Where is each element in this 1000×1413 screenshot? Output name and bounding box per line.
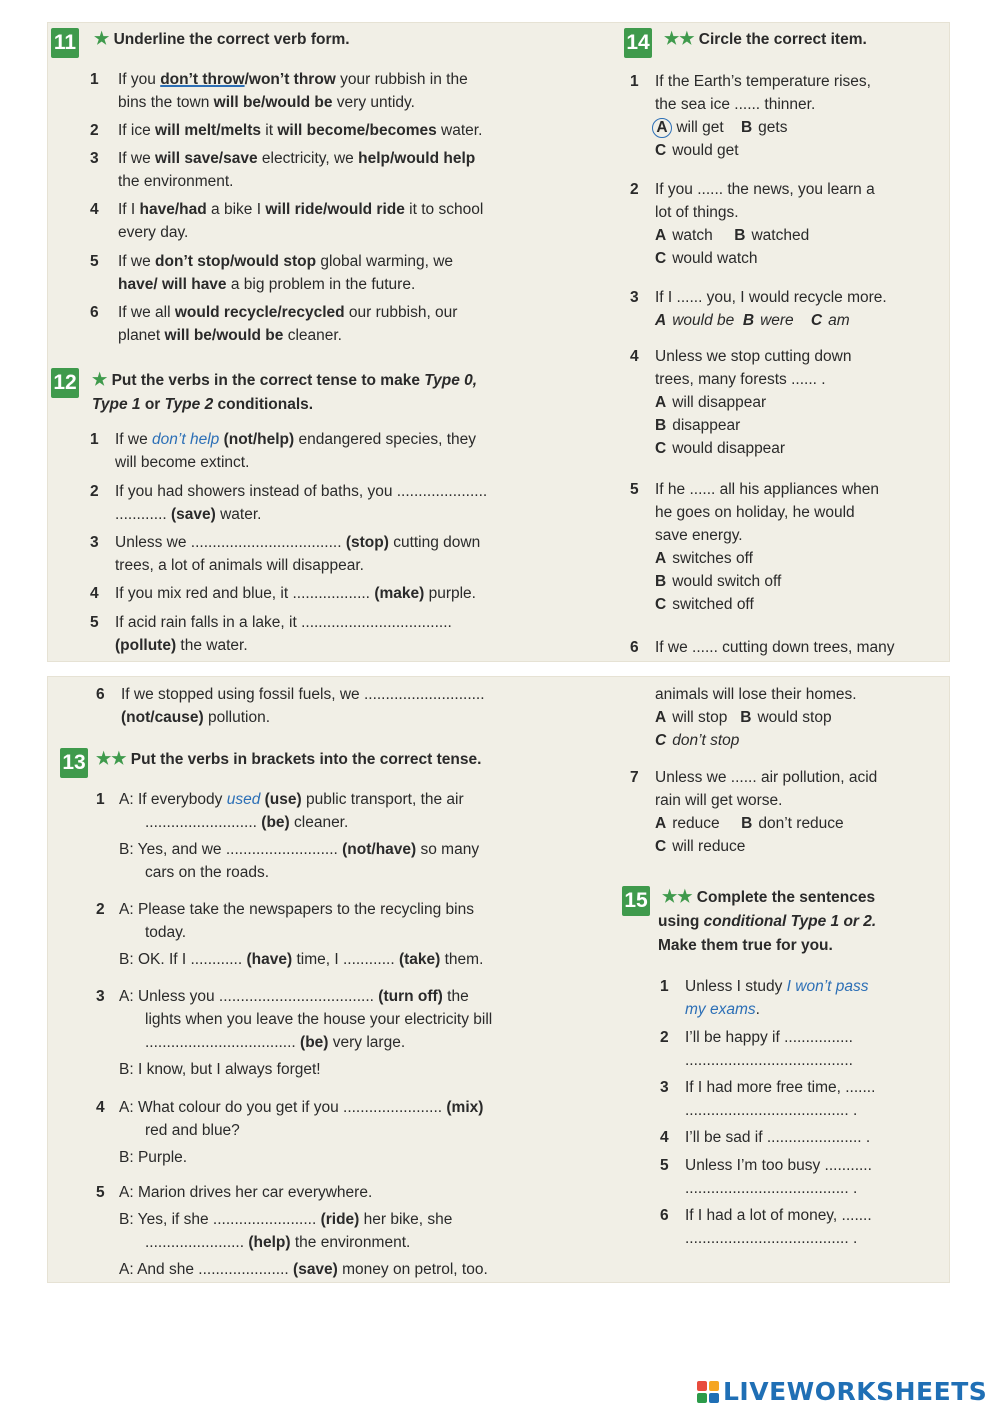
- answer-blank[interactable]: ..........................: [145, 814, 262, 831]
- answer-blank[interactable]: .......................: [145, 1234, 249, 1251]
- logo-text: LIVEWORKSHEETS: [723, 1377, 988, 1406]
- star-icon: ★: [92, 370, 108, 389]
- logo-grid-icon: [697, 1381, 719, 1403]
- answer-blank[interactable]: ...................................... .: [685, 1230, 858, 1247]
- answer-blank[interactable]: ...................................... .: [685, 1102, 858, 1119]
- answer-blank[interactable]: A: What colour do you get if you .......................: [119, 1099, 447, 1116]
- option[interactable]: don’t reduce: [758, 815, 844, 832]
- star-icon: ★: [94, 29, 110, 48]
- option[interactable]: watch: [672, 227, 713, 244]
- answer-blank[interactable]: Unless I’m too busy ...........: [685, 1157, 872, 1174]
- option[interactable]: am: [828, 312, 850, 329]
- answer-blank[interactable]: B: Yes, and we ..........................: [119, 841, 343, 858]
- answer-blank[interactable]: ............: [115, 506, 171, 523]
- answer-blank[interactable]: If acid rain falls in a lake, it ...................................: [115, 614, 452, 631]
- exercise-13-title: ★★ Put the verbs in brackets into the correct tense.: [96, 749, 482, 768]
- option[interactable]: would watch: [672, 250, 758, 267]
- option[interactable]: would be: [672, 312, 735, 329]
- answer-blank[interactable]: B: OK. If I ............: [119, 951, 247, 968]
- option[interactable]: will stop: [672, 709, 728, 726]
- exercise-13-badge: 13: [60, 748, 88, 778]
- option[interactable]: will disappear: [672, 394, 767, 411]
- answer-blank[interactable]: B: Yes, if she ........................: [119, 1211, 321, 1228]
- option[interactable]: will reduce: [672, 838, 746, 855]
- exercise-11-title: ★ Underline the correct verb form.: [94, 29, 350, 48]
- liveworksheets-logo: [697, 1377, 987, 1406]
- choice-text[interactable]: will save/save: [155, 150, 258, 167]
- option[interactable]: were: [760, 312, 794, 329]
- option[interactable]: would disappear: [672, 440, 786, 457]
- option[interactable]: disappear: [672, 417, 741, 434]
- option[interactable]: watched: [751, 227, 810, 244]
- answer-blank[interactable]: ...................................: [145, 1034, 301, 1051]
- option[interactable]: switches off: [672, 550, 753, 567]
- choice-text[interactable]: don’t stop/would stop: [155, 253, 317, 270]
- answer-blank[interactable]: A: And she .....................: [119, 1261, 294, 1278]
- star-icon: ★★: [662, 887, 693, 906]
- answer-blank[interactable]: I’ll be sad if ...................... .: [685, 1129, 871, 1146]
- exercise-12-badge: 12: [51, 368, 79, 398]
- option[interactable]: switched off: [672, 596, 754, 613]
- answer-underline[interactable]: don’t throw: [160, 71, 245, 88]
- choice-text[interactable]: will be/would be: [213, 94, 333, 111]
- option[interactable]: would get: [672, 142, 739, 159]
- choice-text[interactable]: help/would help: [358, 150, 476, 167]
- exercise-12-title: ★ Put the verbs in the correct tense to make Type 0, Type 1 or Type 2 conditionals.: [92, 370, 478, 413]
- answer-blank[interactable]: A: Unless you ....................................: [119, 988, 379, 1005]
- option[interactable]: gets: [758, 119, 788, 136]
- option[interactable]: will get: [676, 119, 724, 136]
- answer-blank[interactable]: If I had a lot of money, .......: [685, 1207, 872, 1224]
- exercise-14-badge: 14: [624, 28, 652, 58]
- choice-text[interactable]: would recycle/recycled: [174, 304, 345, 321]
- answer-blank[interactable]: If I had more free time, .......: [685, 1079, 876, 1096]
- exercise-11-badge: 11: [51, 28, 79, 58]
- option[interactable]: don’t stop: [672, 732, 740, 749]
- choice-text[interactable]: have/had: [139, 201, 207, 218]
- star-icon: ★★: [96, 749, 127, 768]
- choice-text[interactable]: have/ will have: [118, 276, 227, 293]
- choice-text[interactable]: will become/becomes: [277, 122, 437, 139]
- star-icon: ★★: [664, 29, 695, 48]
- choice-text[interactable]: will be/would be: [164, 327, 284, 344]
- answer-blank[interactable]: I’ll be happy if ................: [685, 1029, 853, 1046]
- exercise-15-title: ★★ Complete the sentences using conditional Type 1 or 2. Make them true for you.: [658, 887, 877, 954]
- answer-blank[interactable]: If we stopped using fossil fuels, we ............................: [121, 686, 485, 703]
- answer-blank[interactable]: If you had showers instead of baths, you .....................: [115, 483, 488, 500]
- answer-blank[interactable]: time, I ............: [292, 951, 399, 968]
- exercise-14-title: ★★ Circle the correct item.: [664, 29, 867, 48]
- answer-blank[interactable]: Unless we ...................................: [115, 534, 346, 551]
- exercise-15-badge: 15: [622, 886, 650, 916]
- option[interactable]: would switch off: [672, 573, 782, 590]
- choice-text[interactable]: will melt/melts: [155, 122, 261, 139]
- answer-blank[interactable]: ...................................... .: [685, 1180, 858, 1197]
- circled-answer-icon[interactable]: A: [652, 118, 672, 138]
- answer-blank[interactable]: If you mix red and blue, it ..................: [115, 585, 375, 602]
- option[interactable]: reduce: [672, 815, 720, 832]
- option[interactable]: would stop: [757, 709, 832, 726]
- answer-blank[interactable]: .......................................: [685, 1052, 853, 1069]
- choice-text[interactable]: will ride/would ride: [265, 201, 405, 218]
